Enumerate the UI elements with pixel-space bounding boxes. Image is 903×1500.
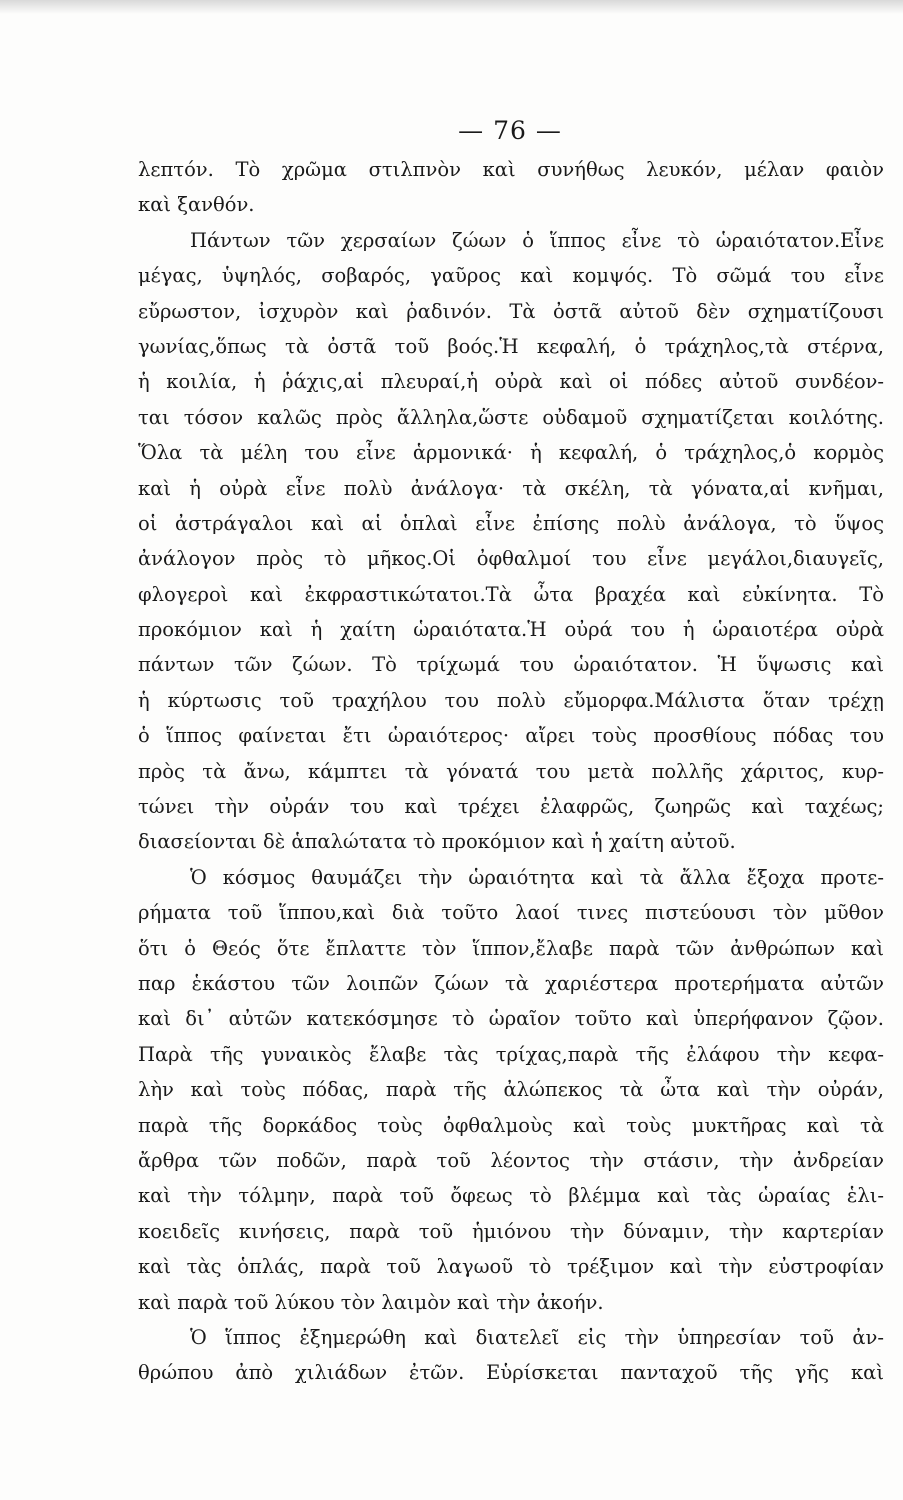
text-line: καὶ τὰς ὁπλάς, παρὰ τοῦ λαγωοῦ τὸ τρέξιμον καὶ τὴν εὐστροφίαν — [138, 1255, 884, 1279]
text-line: καὶ παρὰ τοῦ λύκου τὸν λαιμὸν καὶ τὴν ἀκοήν. — [138, 1290, 604, 1314]
text-line: πρὸς τὰ ἄνω, κάμπτει τὰ γόνατά του μετὰ πολλῆς χάριτος, κυρ- — [138, 759, 884, 783]
text-line: Ὅλα τὰ μέλη του εἶνε ἁρμονικά· ἡ κεφαλή, ὁ τράχηλος,ὁ κορμὸς — [138, 441, 884, 465]
text-line: παρὰ τῆς δορκάδος τοὺς ὀφθαλμοὺς καὶ τοὺς μυκτῆρας καὶ τὰ — [138, 1113, 884, 1137]
page-number: — 76 — — [458, 116, 562, 145]
text-line: καὶ δι᾽ αὐτῶν κατεκόσμησε τὸ ὡραῖον τοῦτο καὶ ὑπερήφανον ζῷον. — [138, 1007, 884, 1031]
text-line: προκόμιον καὶ ἡ χαίτη ὡραιότατα.Ἡ οὐρά του ἡ ὡραιοτέρα οὐρὰ — [138, 618, 884, 642]
text-line: γωνίας,ὅπως τὰ ὀστᾶ τοῦ βοός.Ἡ κεφαλή, ὁ τράχηλος,τὰ στέρνα, — [138, 334, 884, 358]
text-line: Πάντων τῶν χερσαίων ζώων ὁ ἵππος εἶνε τὸ ὡραιότατον.Εἶνε — [190, 228, 884, 252]
text-line: Ὁ κόσμος θαυμάζει τὴν ὡραιότητα καὶ τὰ ἄλλα ἔξοχα προτε- — [190, 865, 884, 889]
text-line: ἀνάλογον πρὸς τὸ μῆκος.Οἱ ὀφθαλμοί του εἶνε μεγάλοι,διαυγεῖς, — [138, 547, 884, 571]
text-line: λὴν καὶ τοὺς πόδας, παρὰ τῆς ἀλώπεκος τὰ ὦτα καὶ τὴν οὐράν, — [138, 1078, 884, 1102]
body-text — [138, 152, 884, 1391]
text-line: ται τόσον καλῶς πρὸς ἄλληλα,ὥστε οὐδαμοῦ σχηματίζεται κοιλότης. — [138, 405, 884, 429]
text-line: μέγας, ὑψηλός, σοβαρός, γαῦρος καὶ κομψός. Τὸ σῶμά του εἶνε — [138, 264, 884, 288]
text-line: κοειδεῖς κινήσεις, παρὰ τοῦ ἡμιόνου τὴν δύναμιν, τὴν καρτερίαν — [138, 1219, 884, 1243]
text-line: λεπτόν. Τὸ χρῶμα στιλπνὸν καὶ συνήθως λευκόν, μέλαν φαιὸν — [138, 158, 884, 181]
text-line: οἱ ἀστράγαλοι καὶ αἱ ὁπλαὶ εἶνε ἐπίσης πολὺ ἀνάλογα, τὸ ὕψος — [138, 511, 884, 535]
text-line: φλογεροὶ καὶ ἐκφραστικώτατοι.Τὰ ὦτα βραχέα καὶ εὐκίνητα. Τὸ — [138, 582, 884, 606]
text-line: ἡ κύρτωσις τοῦ τραχήλου του πολὺ εὔμορφα.Μάλιστα ὅταν τρέχῃ — [138, 688, 884, 712]
text-line: ρήματα τοῦ ἵππου,καὶ διὰ τοῦτο λαοί τινες πιστεύουσι τὸν μῦθον — [138, 901, 884, 925]
text-line: ἄρθρα τῶν ποδῶν, παρὰ τοῦ λέοντος τὴν στάσιν, τὴν ἀνδρείαν — [138, 1148, 884, 1172]
text-line: ὁ ἵππος φαίνεται ἔτι ὡραιότερος· αἴρει τοὺς προσθίους πόδας του — [138, 724, 884, 748]
text-line: εὔρωστον, ἰσχυρὸν καὶ ῥαδινόν. Τὰ ὀστᾶ αὐτοῦ δὲν σχηματίζουσι — [138, 299, 884, 323]
text-line: θρώπου ἀπὸ χιλιάδων ἐτῶν. Εὑρίσκεται πανταχοῦ τῆς γῆς καὶ — [138, 1361, 884, 1385]
text-line: διασείονται δὲ ἁπαλώτατα τὸ προκόμιον καὶ ἡ χαίτη αὐτοῦ. — [138, 830, 736, 854]
text-line: ἡ κοιλία, ἡ ῥάχις,αἱ πλευραί,ἡ οὐρὰ καὶ οἱ πόδες αὐτοῦ συνδέον- — [138, 370, 884, 394]
scan-edge-shadow — [0, 0, 903, 14]
text-line: Ὁ ἵππος ἐξημερώθη καὶ διατελεῖ εἰς τὴν ὑπηρεσίαν τοῦ ἀν- — [190, 1325, 884, 1349]
text-line: Παρὰ τῆς γυναικὸς ἔλαβε τὰς τρίχας,παρὰ τῆς ἐλάφου τὴν κεφα- — [138, 1042, 884, 1066]
text-line: καὶ τὴν τόλμην, παρὰ τοῦ ὄφεως τὸ βλέμμα καὶ τὰς ὡραίας ἑλι- — [138, 1184, 884, 1208]
text-line: πάντων τῶν ζώων. Τὸ τρίχωμά του ὡραιότατον. Ἡ ὕψωσις καὶ — [138, 653, 884, 677]
text-line: καὶ ἡ οὐρὰ εἶνε πολὺ ἀνάλογα· τὰ σκέλη, τὰ γόνατα,αἱ κνῆμαι, — [138, 476, 884, 500]
text-line: καὶ ξανθόν. — [138, 193, 255, 217]
text-line: ὅτι ὁ Θεός ὅτε ἔπλαττε τὸν ἵππον,ἔλαβε παρὰ τῶν ἀνθρώπων καὶ — [138, 936, 884, 960]
text-line: τώνει τὴν οὐράν του καὶ τρέχει ἐλαφρῶς, ζωηρῶς καὶ ταχέως; — [138, 795, 884, 819]
text-line: παρ ἑκάστου τῶν λοιπῶν ζώων τὰ χαριέστερα προτερήματα αὐτῶν — [138, 971, 884, 995]
